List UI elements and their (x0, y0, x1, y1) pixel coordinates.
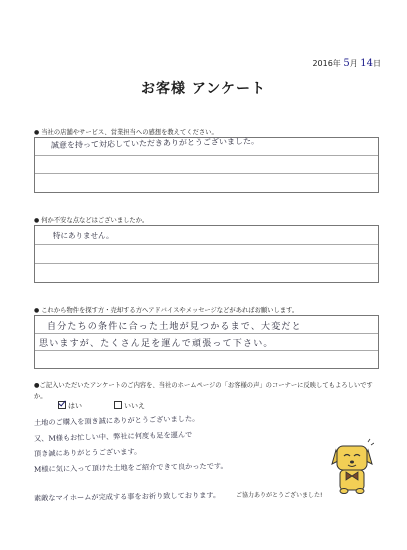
answer-box-1[interactable] (34, 137, 379, 193)
rule-line (35, 350, 378, 351)
mascot-sparkle (368, 439, 374, 445)
date-year: 2016年 (312, 59, 341, 68)
rule-line (35, 333, 378, 334)
mascot-paw (340, 489, 348, 494)
checkbox-checked-icon[interactable] (58, 401, 66, 409)
date-month-unit: 月 (349, 59, 358, 68)
answer-box-2[interactable] (34, 225, 379, 283)
mascot-body (340, 470, 364, 490)
question-3 (34, 305, 298, 314)
rule-line (35, 244, 378, 245)
question-3-text: これから物件を探す方・売却する方へアドバイスやメッセージなどがあればお願いします。 (41, 307, 299, 314)
dog-mascot-icon (330, 438, 374, 496)
question-1 (34, 127, 218, 136)
note-line: 又、M様もお忙しい中、弊社に何度も足を運んで (33, 429, 193, 444)
note-line: 頂き誠にありがとうございます。 (33, 446, 142, 459)
question-2-text: 何か不安な点などはございましたか。 (41, 217, 149, 224)
note-line: 素敵なマイホームが完成する事をお祈り致しております。 (33, 490, 221, 503)
bullet-icon: ● (34, 129, 40, 136)
answer-box-3[interactable] (34, 315, 379, 369)
checkbox-empty-icon[interactable] (114, 401, 122, 409)
rule-line (35, 173, 378, 174)
answer-3-line-2: 思いますが、たくさん足を運んで頑張って下さい。 (39, 339, 274, 349)
rule-line (35, 263, 378, 264)
page-title: お客様 アンケート (140, 81, 267, 97)
bullet-icon: ● (34, 307, 40, 314)
consent-no-option[interactable] (114, 401, 145, 411)
mascot-nose (350, 461, 354, 464)
consent-yes-option[interactable] (58, 401, 82, 411)
answer-3-line-1: 自分たちの条件に合った土地が見つかるまで、大変だと (47, 322, 302, 332)
date-day-unit: 日 (373, 59, 381, 68)
consent-yes-label: はい (68, 402, 82, 410)
question-2 (34, 215, 148, 224)
mascot-paw (356, 489, 364, 494)
date-row (312, 58, 381, 69)
note-line: 土地のご購入を頂き誠にありがとうございました。 (33, 413, 200, 428)
thanks-message: ご協力ありがとうございました! (236, 492, 323, 499)
question-1-text: 当社の店舗やサービス、営業担当への感想を教えてください。 (41, 129, 218, 136)
date-day: 14 (360, 58, 373, 69)
date-month: 5 (343, 58, 350, 69)
answer-1-text: 誠意を持って対応していただきありがとうございました。 (50, 136, 260, 150)
rule-line (35, 155, 378, 156)
bullet-icon: ● (34, 382, 40, 389)
bullet-icon: ● (34, 217, 40, 224)
answer-2-text: 特にありません。 (53, 231, 114, 240)
note-line: M様に気に入って頂けた土地をご紹介できて良かったです。 (33, 461, 228, 474)
consent-question-text: ご記入いただいたアンケートのご内容を、当社のホームページの「お客様の声」のコーナーに反映してもよろしいですか。 (34, 382, 373, 400)
consent-question (34, 380, 378, 402)
consent-no-label: いいえ (124, 402, 145, 410)
